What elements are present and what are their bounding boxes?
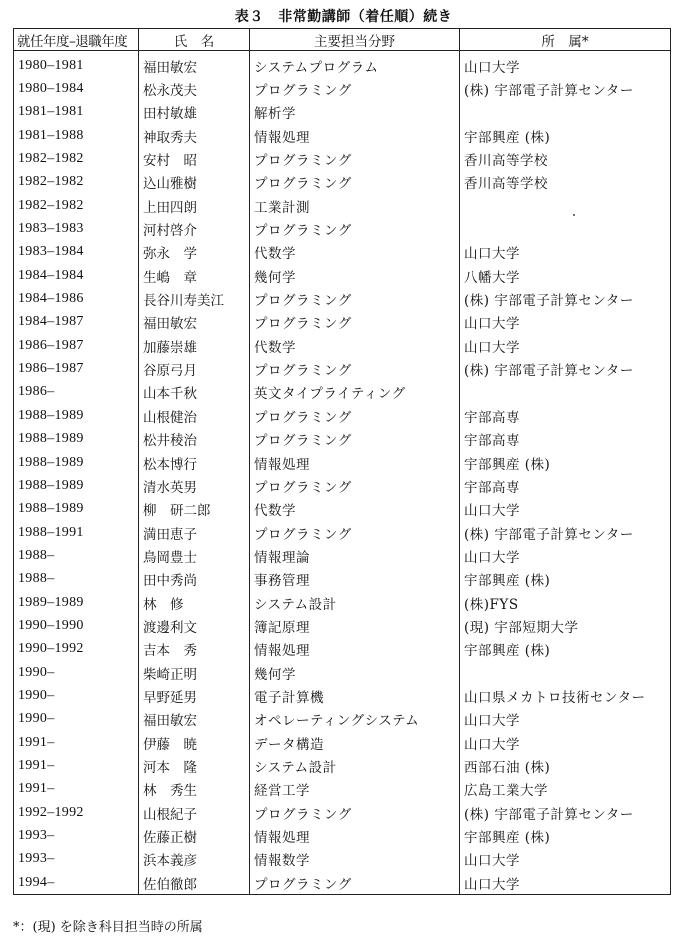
field-cell: システム設計 [250,754,460,777]
term-cell: 1990–1992 [14,638,139,661]
name-cell: 林 秀生 [139,778,250,801]
field-cell: プログラミング [250,521,460,544]
term-cell: 1988–1989 [14,474,139,497]
term-cell: 1991– [14,731,139,754]
affiliation-cell [460,217,671,240]
field-cell: プログラミング [250,357,460,380]
header-name: 氏 名 [139,29,250,51]
term-cell: 1982–1982 [14,147,139,170]
field-cell: プログラミング [250,287,460,310]
table-row [14,591,671,614]
field-cell: プログラミング [250,171,460,194]
field-cell: 簿記原理 [250,614,460,637]
name-cell: 松本博行 [139,451,250,474]
affiliation-cell: 山口大学 [460,871,671,895]
field-cell: 事務管理 [250,568,460,591]
field-cell: 電子計算機 [250,684,460,707]
name-cell: 福田敏宏 [139,708,250,731]
affiliation-cell: 香川高等学校 [460,147,671,170]
name-cell: 山根健治 [139,404,250,427]
name-cell: 吉本 秀 [139,638,250,661]
term-cell: 1982–1982 [14,194,139,217]
field-cell: プログラミング [250,428,460,451]
term-cell: 1993– [14,824,139,847]
table-row [14,474,671,497]
term-cell: 1988–1989 [14,498,139,521]
affiliation-cell: 宇部興産 (株) [460,824,671,847]
affiliation-cell: 山口大学 [460,498,671,521]
term-cell: 1988–1989 [14,428,139,451]
table-row [14,684,671,707]
affiliation-cell: 山口大学 [460,311,671,334]
table-row [14,311,671,334]
field-cell: 代数学 [250,334,460,357]
table-row [14,357,671,380]
field-cell: 英文タイプライティング [250,381,460,404]
term-cell: 1983–1984 [14,241,139,264]
term-cell: 1994– [14,871,139,895]
field-cell: 情報処理 [250,824,460,847]
table-row [14,754,671,777]
term-cell: 1990–1990 [14,614,139,637]
table-row [14,101,671,124]
name-cell: 加藤崇雄 [139,334,250,357]
table-row [14,147,671,170]
term-cell: 1984–1986 [14,287,139,310]
term-cell: 1981–1988 [14,124,139,147]
name-cell: 安村 昭 [139,147,250,170]
term-cell: 1992–1992 [14,801,139,824]
name-cell: 弥永 学 [139,241,250,264]
header-affiliation: 所 属* [460,29,671,51]
table-row [14,801,671,824]
table-row [14,708,671,731]
affiliation-cell: 宇部高専 [460,474,671,497]
name-cell: 林 修 [139,591,250,614]
term-cell: 1991– [14,778,139,801]
affiliation-cell: 山口大学 [460,241,671,264]
name-cell: 清水英男 [139,474,250,497]
name-cell: 谷原弓月 [139,357,250,380]
name-cell: 山根紀子 [139,801,250,824]
footnote: *：(現) を除き科目担当時の所属 [13,920,203,935]
name-cell: 鳥岡豊士 [139,544,250,567]
table-row [14,848,671,871]
name-cell: 満田恵子 [139,521,250,544]
term-cell: 1986–1987 [14,357,139,380]
table-caption: 表３ 非常勤講師（着任順）続き [234,9,453,25]
field-cell: プログラミング [250,77,460,100]
field-cell: システムプログラム [250,51,460,78]
affiliation-cell: (株) 宇部電子計算センター [460,287,671,310]
name-cell: 神取秀夫 [139,124,250,147]
name-cell: 浜本義彦 [139,848,250,871]
term-cell: 1983–1983 [14,217,139,240]
field-cell: プログラミング [250,871,460,895]
table-row [14,824,671,847]
affiliation-cell: 山口大学 [460,334,671,357]
table-row [14,241,671,264]
term-cell: 1980–1984 [14,77,139,100]
term-cell: 1990– [14,708,139,731]
name-cell: 田村敏雄 [139,101,250,124]
name-cell: 長谷川寿美江 [139,287,250,310]
table-row [14,287,671,310]
affiliation-cell: (株) 宇部電子計算センター [460,77,671,100]
field-cell: 幾何学 [250,264,460,287]
term-cell: 1988–1989 [14,404,139,427]
table-row [14,77,671,100]
name-cell: 河本 隆 [139,754,250,777]
term-cell: 1984–1987 [14,311,139,334]
affiliation-cell: 八幡大学 [460,264,671,287]
table-row [14,661,671,684]
field-cell: データ構造 [250,731,460,754]
affiliation-cell: (株) 宇部電子計算センター [460,357,671,380]
affiliation-cell [460,101,671,124]
field-cell: 情報処理 [250,124,460,147]
field-cell: 代数学 [250,498,460,521]
field-cell: プログラミング [250,147,460,170]
table-row [14,544,671,567]
table-row [14,51,671,78]
affiliation-cell: 広島工業大学 [460,778,671,801]
affiliation-cell: (株) 宇部電子計算センター [460,801,671,824]
name-cell: 渡邊利文 [139,614,250,637]
table-row [14,638,671,661]
affiliation-cell: 宇部高専 [460,428,671,451]
name-cell: 柴崎正明 [139,661,250,684]
affiliation-cell: 宇部興産 (株) [460,451,671,474]
name-cell: 佐伯徹郎 [139,871,250,895]
table-header [14,29,671,51]
table-row [14,731,671,754]
name-cell: 田中秀尚 [139,568,250,591]
field-cell: プログラミング [250,801,460,824]
affiliation-cell: (株)FYS [460,591,671,614]
name-cell: 松永茂夫 [139,77,250,100]
affiliation-cell [460,381,671,404]
table-row [14,451,671,474]
term-cell: 1990– [14,684,139,707]
affiliation-cell: 山口大学 [460,51,671,78]
name-cell: 福田敏宏 [139,311,250,334]
table-row [14,521,671,544]
table-row [14,404,671,427]
field-cell: 代数学 [250,241,460,264]
affiliation-cell: 西部石油 (株) [460,754,671,777]
affiliation-cell: 宇部興産 (株) [460,568,671,591]
lecturer-table [13,28,671,895]
field-cell: 解析学 [250,101,460,124]
table-row [14,614,671,637]
field-cell: 情報処理 [250,638,460,661]
table-row [14,124,671,147]
term-cell: 1984–1984 [14,264,139,287]
name-cell: 福田敏宏 [139,51,250,78]
name-cell: 松井稜治 [139,428,250,451]
term-cell: 1986–1987 [14,334,139,357]
table-row [14,194,671,217]
field-cell: プログラミング [250,474,460,497]
name-cell: 伊藤 暁 [139,731,250,754]
header-field: 主要担当分野 [250,29,460,51]
name-cell: 込山雅樹 [139,171,250,194]
affiliation-cell: 宇部高専 [460,404,671,427]
term-cell: 1993– [14,848,139,871]
table-row [14,381,671,404]
table-body [14,51,671,895]
field-cell: プログラミング [250,404,460,427]
affiliation-cell: 山口大学 [460,848,671,871]
affiliation-cell: 宇部興産 (株) [460,638,671,661]
field-cell: オペレーティングシステム [250,708,460,731]
term-cell: 1991– [14,754,139,777]
table-row [14,171,671,194]
affiliation-cell: 山口大学 [460,708,671,731]
name-cell: 山本千秋 [139,381,250,404]
name-cell: 生嶋 章 [139,264,250,287]
table-row [14,217,671,240]
term-cell: 1982–1982 [14,171,139,194]
table-row [14,568,671,591]
term-cell: 1986– [14,381,139,404]
table-row [14,264,671,287]
header-term: 就任年度–退職年度 [14,29,139,51]
affiliation-cell: 山口県メカトロ技術センター [460,684,671,707]
affiliation-cell [460,661,671,684]
affiliation-cell: (現) 宇部短期大学 [460,614,671,637]
term-cell: 1988– [14,568,139,591]
term-cell: 1990– [14,661,139,684]
table-row [14,498,671,521]
table-row [14,334,671,357]
field-cell: 工業計測 [250,194,460,217]
field-cell: システム設計 [250,591,460,614]
field-cell: 情報数学 [250,848,460,871]
affiliation-cell: 宇部興産 (株) [460,124,671,147]
term-cell: 1980–1981 [14,51,139,78]
table-row [14,428,671,451]
affiliation-cell: (株) 宇部電子計算センター [460,521,671,544]
field-cell: 情報処理 [250,451,460,474]
field-cell: 情報理論 [250,544,460,567]
name-cell: 佐藤正樹 [139,824,250,847]
field-cell: 経営工学 [250,778,460,801]
affiliation-cell: 香川高等学校 [460,171,671,194]
field-cell: プログラミング [250,311,460,334]
affiliation-cell: 山口大学 [460,544,671,567]
term-cell: 1981–1981 [14,101,139,124]
term-cell: 1989–1989 [14,591,139,614]
field-cell: 幾何学 [250,661,460,684]
table-row [14,778,671,801]
name-cell: 上田四朗 [139,194,250,217]
name-cell: 柳 研二郎 [139,498,250,521]
scan-speck [573,214,575,216]
term-cell: 1988–1991 [14,521,139,544]
table-row [14,871,671,895]
affiliation-cell [460,194,671,217]
name-cell: 河村啓介 [139,217,250,240]
name-cell: 早野延男 [139,684,250,707]
term-cell: 1988–1989 [14,451,139,474]
term-cell: 1988– [14,544,139,567]
affiliation-cell: 山口大学 [460,731,671,754]
field-cell: プログラミング [250,217,460,240]
